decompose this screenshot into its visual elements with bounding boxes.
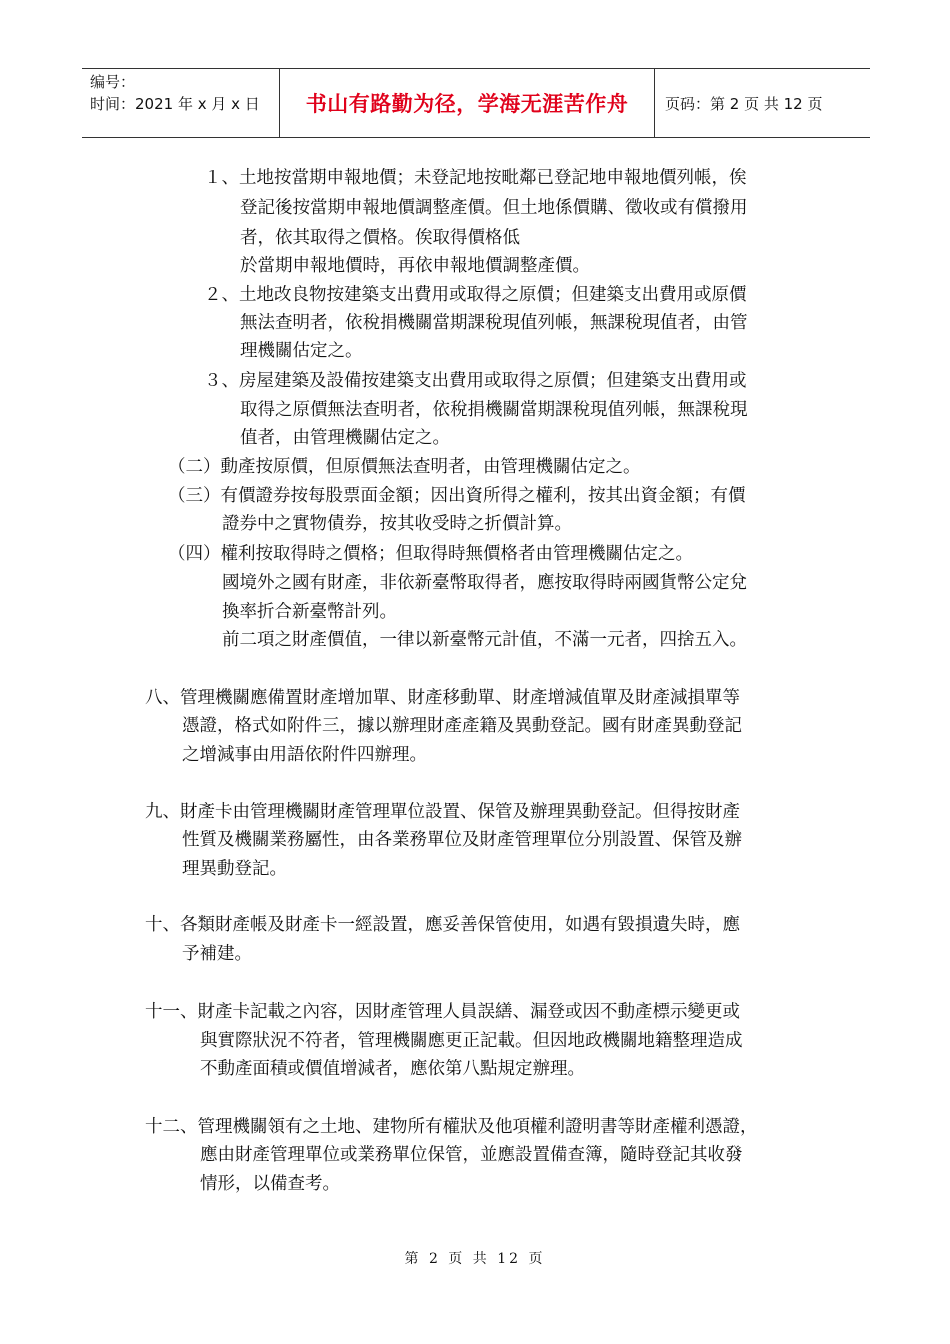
text-line: 國境外之國有財產，非依新臺幣取得者，應按取得時兩國貨幣公定兌 [222,573,747,593]
text-line: （四）權利按取得時之價格；但取得時無價格者由管理機關估定之。 [168,544,693,564]
text-line: 之增減事由用語依附件四辦理。 [182,745,427,765]
text-line: 九、財產卡由管理機關財產管理單位設置、保管及辦理異動登記。但得按財產 [145,802,740,822]
text-line: 情形，以備查考。 [200,1174,340,1194]
text-line: 換率折合新臺幣計列。 [222,602,397,622]
text-line: （三）有價證券按每股票面金額；因出資所得之權利，按其出資金額；有價 [168,486,746,506]
text-line: 十二、管理機關領有之土地、建物所有權狀及他項權利證明書等財產權利憑證， [145,1117,758,1137]
text-line: 憑證，格式如附件三，據以辦理財產產籍及異動登記。國有財產異動登記 [182,716,742,736]
text-line: ３、房屋建築及設備按建築支出費用或取得之原價；但建築支出費用或 [204,371,747,391]
text-line: 證券中之實物債券，按其收受時之折價計算。 [222,514,572,534]
text-line: 應由財產管理單位或業務單位保管，並應設置備查簿，隨時登記其收發 [200,1145,743,1165]
number-label: 编号： [90,73,136,91]
text-line: 無法查明者，依稅捐機關當期課稅現值列帳，無課稅現值者，由管 [240,313,748,333]
text-line: 者，依其取得之價格。俟取得價格低 [240,228,520,248]
text-line: 十、各類財產帳及財產卡一經設置，應妥善保管使用，如遇有毀損遺失時，應 [145,915,740,935]
text-line: ２、土地改良物按建築支出費用或取得之原價；但建築支出費用或原價 [204,285,747,305]
text-line: 理機關估定之。 [240,341,363,361]
text-line: 性質及機關業務屬性，由各業務單位及財產管理單位分別設置、保管及辦 [182,830,742,850]
text-line: 予補建。 [182,944,252,964]
text-line: 取得之原價無法查明者，依稅捐機關當期課稅現值列帳，無課稅現 [240,400,748,420]
header-page-info: 页码：第 2 页 共 12 页 [665,94,823,113]
time-label: 时间：2021 年 x 月 x 日 [90,95,260,113]
page-header [82,68,870,138]
text-line: 與實際狀況不符者，管理機關應更正記載。但因地政機關地籍整理造成 [200,1031,743,1051]
header-meta [82,69,280,137]
text-line: 八、管理機關應備置財產增加單、財產移動單、財產增減值單及財產減損單等 [145,688,740,708]
text-line: 前二項之財產價值，一律以新臺幣元計值，不滿一元者，四捨五入。 [222,630,747,650]
page-footer: 第 2 页 共 12 页 [404,1251,546,1267]
text-line: （二）動產按原價，但原價無法查明者，由管理機關估定之。 [168,457,641,477]
text-line: 於當期申報地價時，再依申報地價調整產價。 [240,256,590,276]
text-line: 十一、財產卡記載之內容，因財產管理人員誤繕、漏登或因不動產標示變更或 [145,1002,740,1022]
text-line: 值者，由管理機關估定之。 [240,428,450,448]
text-line: 不動產面積或價值增減者，應依第八點規定辦理。 [200,1059,585,1079]
text-line: １、土地按當期申報地價；未登記地按毗鄰已登記地申報地價列帳，俟 [204,168,747,188]
header-motto: 书山有路勤为径，学海无涯苦作舟 [280,69,655,137]
text-line: 理異動登記。 [182,859,287,879]
text-line: 登記後按當期申報地價調整產價。但土地係價購、徵收或有償撥用 [240,198,748,218]
